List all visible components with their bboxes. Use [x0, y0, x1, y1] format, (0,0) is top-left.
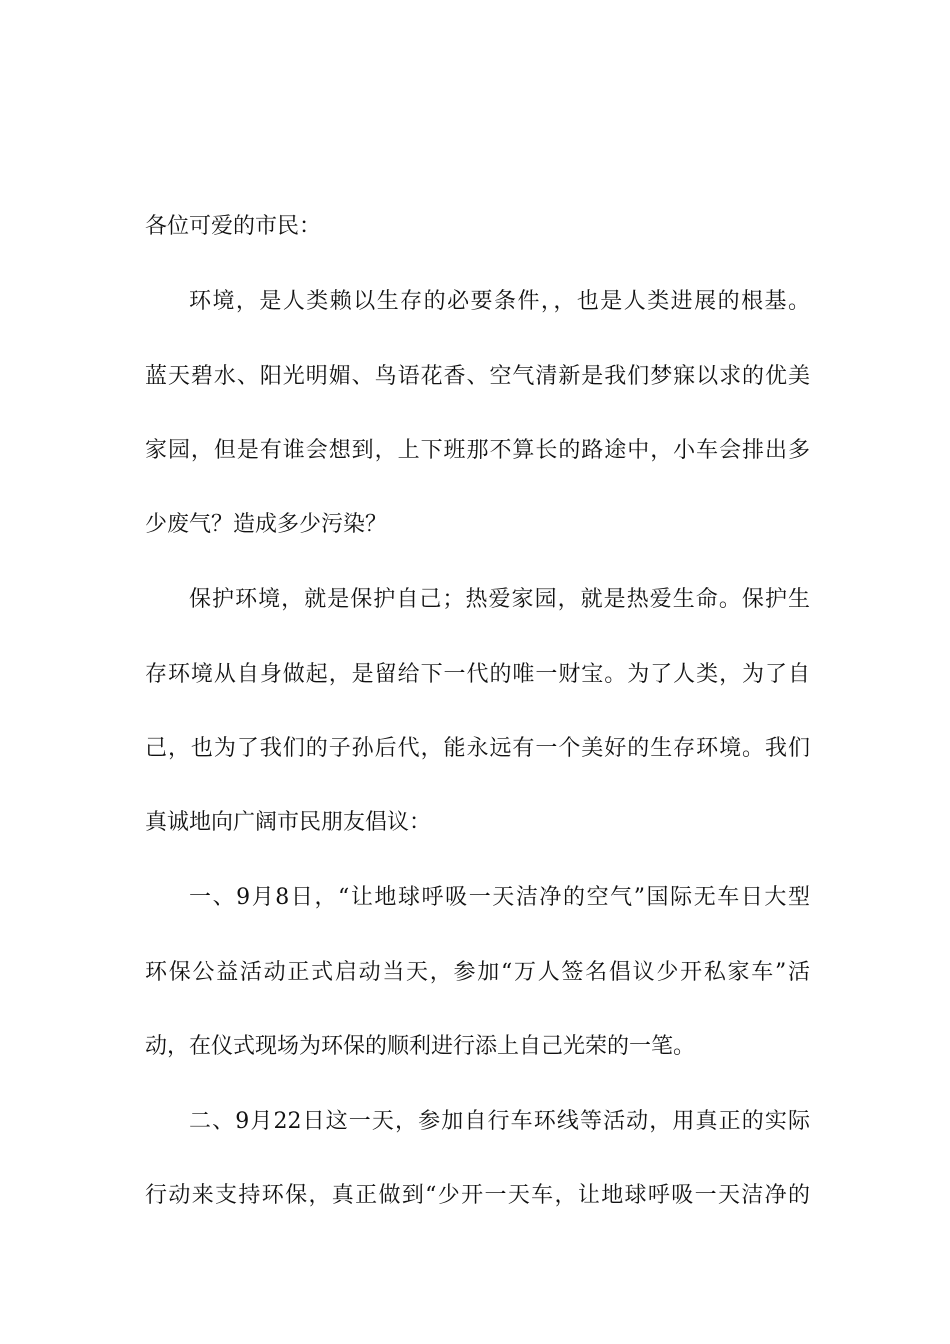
salutation: 各位可爱的市民：	[145, 214, 322, 239]
paragraph-2-line-3: 己，也为了我们的子孙后代，能永远有一个美好的生存环境。我们	[145, 736, 810, 761]
paragraph-3-line-2: 环保公益活动正式启动当天，参加“万人签名倡议少开私家车”活	[145, 960, 810, 985]
paragraph-2-line-4: 真诚地向广阔市民朋友倡议：	[145, 810, 432, 835]
paragraph-1-line-2: 蓝天碧水、阳光明媚、鸟语花香、空气清新是我们梦寐以求的优美	[145, 364, 810, 389]
paragraph-3-line-3: 动，在仪式现场为环保的顺利进行添上自己光荣的一笔。	[145, 1034, 696, 1059]
paragraph-4-line-1: 二、9月22日这一天，参加自行车环线等活动，用真正的实际	[189, 1109, 810, 1134]
paragraph-2-line-2: 存环境从自身做起，是留给下一代的唯一财宝。为了人类，为了自	[145, 662, 810, 687]
paragraph-2-line-1: 保护环境，就是保护自己；热爱家园，就是热爱生命。保护生	[189, 587, 810, 612]
paragraph-1-line-3: 家园，但是有谁会想到，上下班那不算长的路途中，小车会排出多	[145, 438, 810, 463]
paragraph-1-line-4: 少废气？造成多少污染？	[145, 512, 388, 537]
paragraph-3-line-1: 一、9月8日，“让地球呼吸一天洁净的空气”国际无车日大型	[189, 885, 810, 910]
paragraph-1-line-1: 环境，是人类赖以生存的必要条件，，也是人类进展的根基。	[189, 289, 810, 314]
paragraph-4-line-2: 行动来支持环保，真正做到“少开一天车，让地球呼吸一天洁净的	[145, 1183, 810, 1208]
